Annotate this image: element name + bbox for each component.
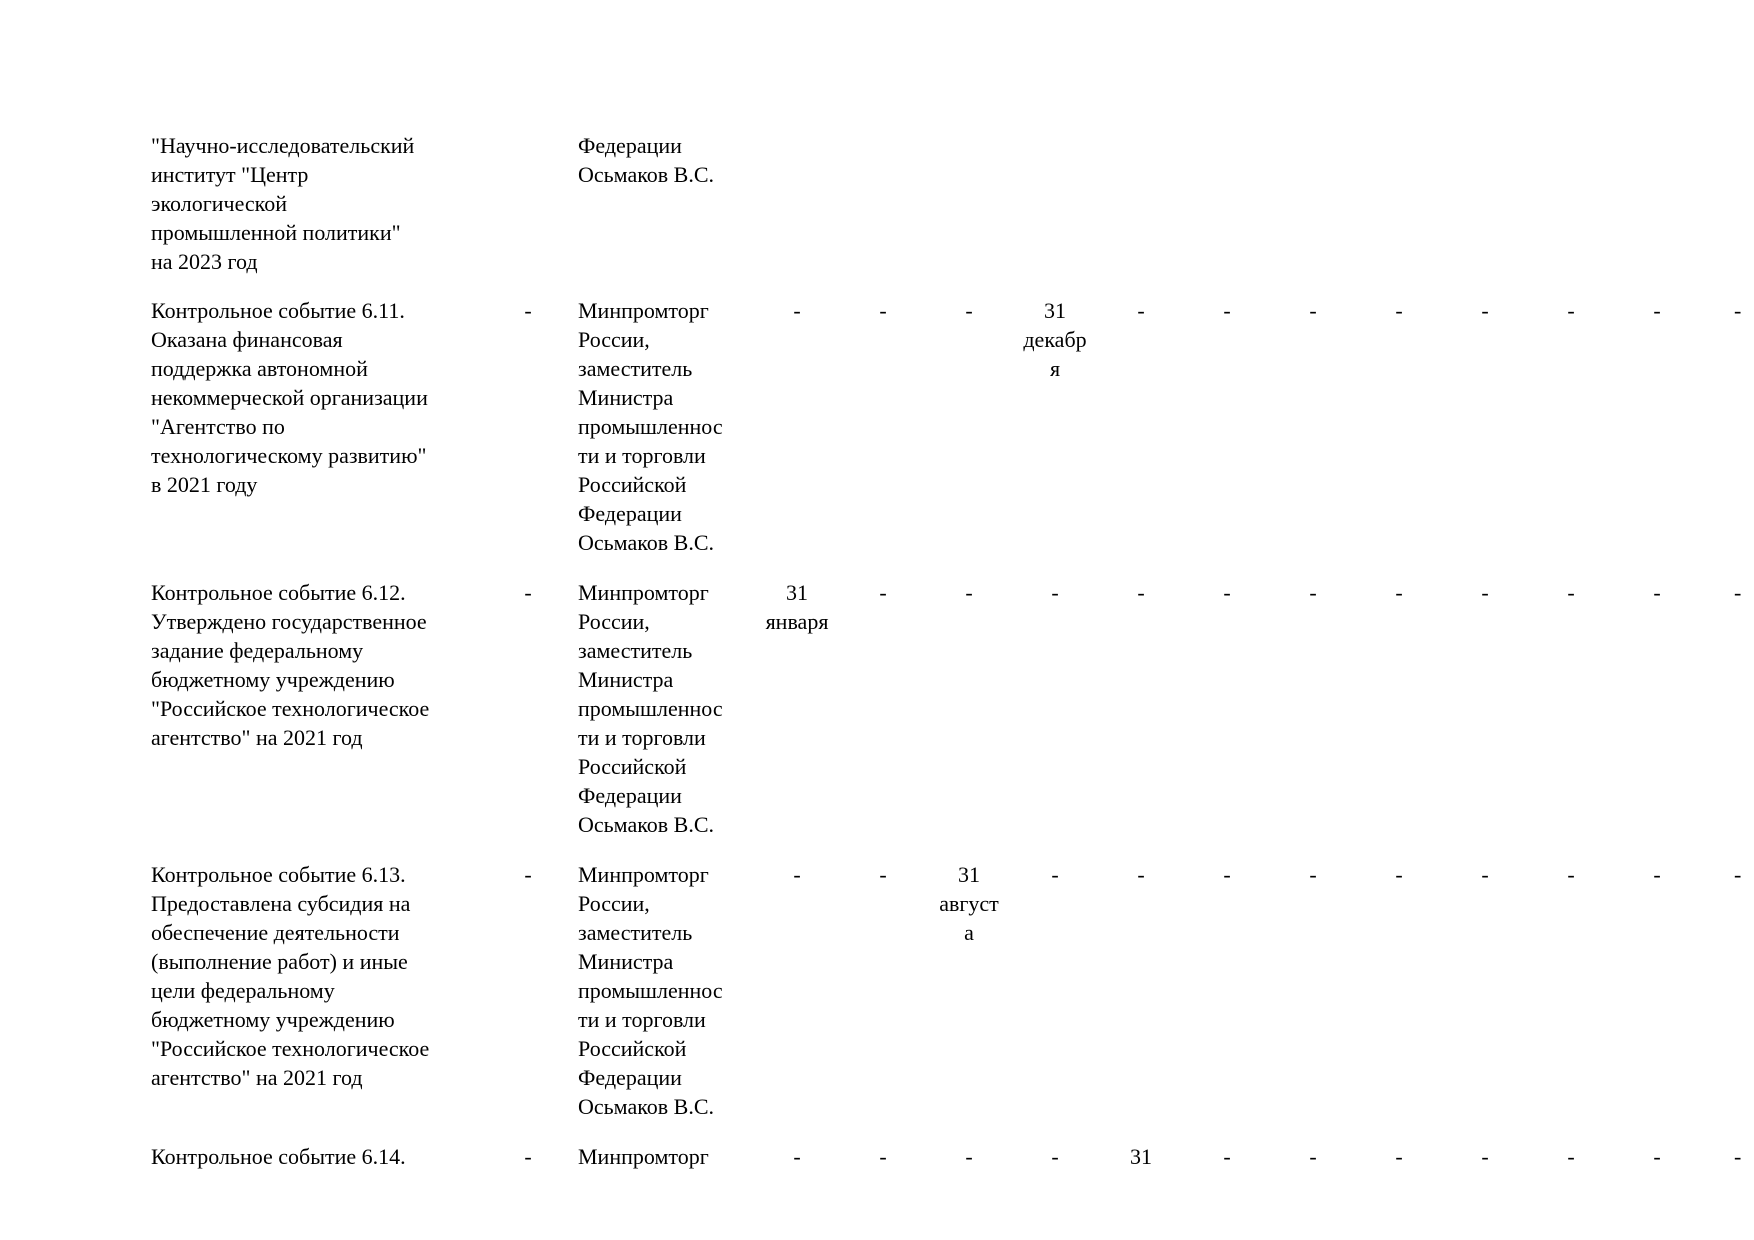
month-cell: - <box>1309 1144 1317 1169</box>
month-cell: - <box>1653 1144 1661 1169</box>
month-cell: - <box>793 862 801 887</box>
responsible-person: Минпромторг России, заместитель Министра промышленнос ти и торговли Российской Федерации Осьмаков В.С. <box>578 298 723 555</box>
month-cell: - <box>1223 1144 1231 1169</box>
month-cell: 31 декабр я <box>1023 298 1087 381</box>
month-cell: 31 август а <box>939 862 999 945</box>
month-cell: - <box>1223 862 1231 887</box>
responsible-person: Федерации Осьмаков В.С. <box>578 133 715 187</box>
month-cell: - <box>793 1144 801 1169</box>
month-cell: - <box>1481 1144 1489 1169</box>
month-cell: - <box>1567 862 1575 887</box>
month-cell: - <box>1734 298 1742 323</box>
event-name: "Научно-исследовательский институт "Центр экологической промышленной политики" на 2023 год <box>151 133 415 274</box>
event-name: Контрольное событие 6.13. Предоставлена субсидия на обеспечение деятельности (выполнение работ) и иные цели федеральному бюджетному учреждению "Российское технологическое агентство" на 2021 год <box>151 862 430 1090</box>
document-column-value: - <box>524 862 532 887</box>
month-cell: - <box>879 1144 887 1169</box>
month-cell: - <box>879 298 887 323</box>
responsible-person: Минпромторг России, заместитель Министра промышленнос ти и торговли Российской Федерации Осьмаков В.С. <box>578 862 723 1119</box>
month-cell: - <box>1395 298 1403 323</box>
document-column-value: - <box>524 580 532 605</box>
month-cell: - <box>879 580 887 605</box>
month-cell: - <box>1051 580 1059 605</box>
month-cell: - <box>1567 1144 1575 1169</box>
month-cell: - <box>1309 580 1317 605</box>
document-column-value: - <box>524 1144 532 1169</box>
month-cell: - <box>1223 580 1231 605</box>
month-cell: - <box>1653 862 1661 887</box>
month-cell: - <box>1309 862 1317 887</box>
month-cell: - <box>1734 862 1742 887</box>
month-cell: - <box>1051 862 1059 887</box>
month-cell: - <box>965 580 973 605</box>
document-column-value: - <box>524 298 532 323</box>
month-cell: - <box>1734 1144 1742 1169</box>
month-cell: - <box>1481 862 1489 887</box>
month-cell: - <box>1567 298 1575 323</box>
event-name: Контрольное событие 6.14. <box>151 1144 406 1169</box>
month-cell: - <box>1051 1144 1059 1169</box>
month-cell: - <box>1137 580 1145 605</box>
responsible-person: Минпромторг <box>578 1144 709 1169</box>
month-cell: - <box>793 298 801 323</box>
month-cell: - <box>1137 862 1145 887</box>
month-cell: - <box>879 862 887 887</box>
month-cell: 31 <box>1130 1144 1152 1169</box>
month-cell: - <box>1567 580 1575 605</box>
month-cell: - <box>1653 298 1661 323</box>
event-name: Контрольное событие 6.12. Утверждено государственное задание федеральному бюджетному учреждению "Российское технологическое агентство" на 2021 год <box>151 580 430 750</box>
month-cell: - <box>1734 580 1742 605</box>
event-name: Контрольное событие 6.11. Оказана финансовая поддержка автономной некоммерческой организации "Агентство по технологическому развитию" в 2021 году <box>151 298 428 497</box>
month-cell: - <box>1395 580 1403 605</box>
month-cell: - <box>965 1144 973 1169</box>
month-cell: - <box>1481 298 1489 323</box>
month-cell: - <box>1223 298 1231 323</box>
month-cell: - <box>965 298 973 323</box>
month-cell: 31 января <box>765 580 829 634</box>
month-cell: - <box>1481 580 1489 605</box>
responsible-person: Минпромторг России, заместитель Министра промышленнос ти и торговли Российской Федерации Осьмаков В.С. <box>578 580 723 837</box>
month-cell: - <box>1309 298 1317 323</box>
month-cell: - <box>1653 580 1661 605</box>
month-cell: - <box>1395 1144 1403 1169</box>
month-cell: - <box>1395 862 1403 887</box>
month-cell: - <box>1137 298 1145 323</box>
